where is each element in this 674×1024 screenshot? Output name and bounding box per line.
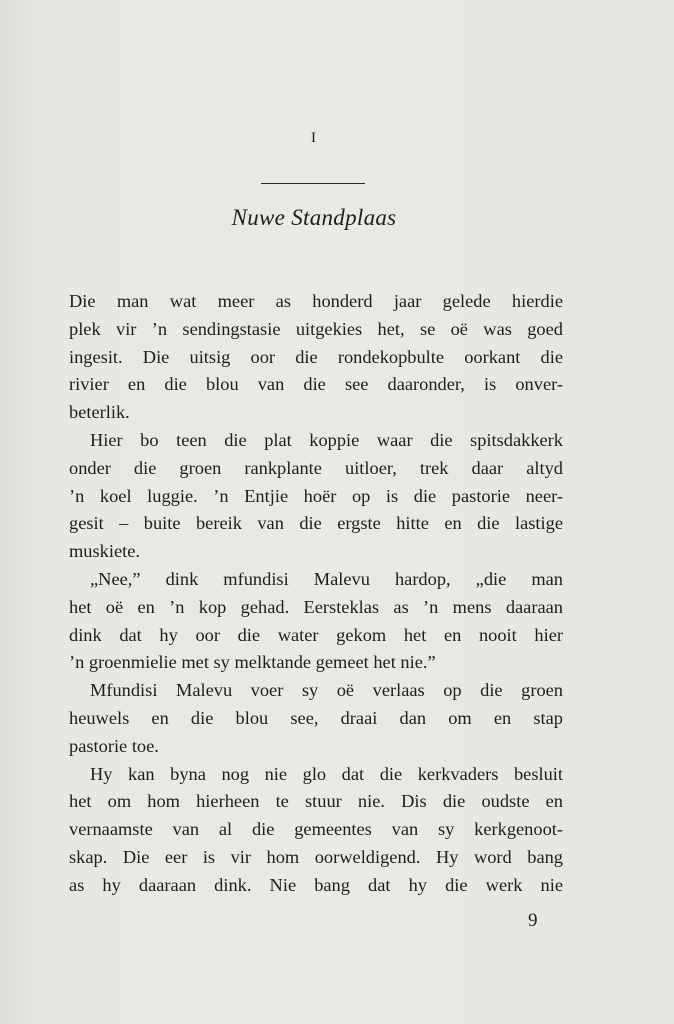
chapter-divider-rule <box>261 183 365 184</box>
text-line: gesit – buite bereik van die ergste hitte en die lastige <box>69 513 563 534</box>
text-line: rivier en die blou van die see daaronder, is onver- <box>69 374 563 395</box>
body-text <box>69 288 563 900</box>
text-line: het om hom hierheen te stuur nie. Dis die oudste en <box>69 791 563 812</box>
text-line: ingesit. Die uitsig oor die rondekopbulte oorkant die <box>69 346 563 367</box>
text-line: vernaamste van al die gemeentes van sy kerkgenoot- <box>69 819 563 840</box>
chapter-title: Nuwe Standplaas <box>231 205 397 230</box>
text-line: beterlik. <box>69 402 130 423</box>
text-line: dink dat hy oor die water gekom het en nooit hier <box>69 624 563 645</box>
text-line: as hy daaraan dink. Nie bang dat hy die werk nie <box>69 874 563 895</box>
text-line: onder die groen rankplante uitloer, trek daar altyd <box>69 457 563 478</box>
text-line: pastorie toe. <box>69 735 159 756</box>
text-line: ’n koel luggie. ’n Entjie hoër op is die pastorie neer- <box>69 485 563 506</box>
chapter-number: I <box>311 130 317 146</box>
text-line: muskiete. <box>69 541 140 562</box>
text-line: Die man wat meer as honderd jaar gelede hierdie <box>69 291 563 311</box>
text-line: ’n groenmielie met sy melktande gemeet het nie.” <box>69 652 436 673</box>
text-line: heuwels en die blou see, draai dan om en stap <box>69 707 563 728</box>
text-line: Hy kan byna nog nie glo dat die kerkvaders besluit <box>90 763 563 784</box>
page-number: 9 <box>528 910 538 931</box>
text-line: „Nee,” dink mfundisi Malevu hardop, „die man <box>90 568 563 589</box>
text-line: skap. Die eer is vir hom oorweldigend. Hy word bang <box>69 846 563 867</box>
text-line: plek vir ’n sendingstasie uitgekies het, se oë was goed <box>69 318 563 339</box>
text-line: het oë en ’n kop gehad. Eersteklas as ’n mens daaraan <box>69 596 563 617</box>
text-line: Hier bo teen die plat koppie waar die spitsdakkerk <box>90 429 563 450</box>
text-line: Mfundisi Malevu voer sy oë verlaas op die groen <box>90 680 563 701</box>
